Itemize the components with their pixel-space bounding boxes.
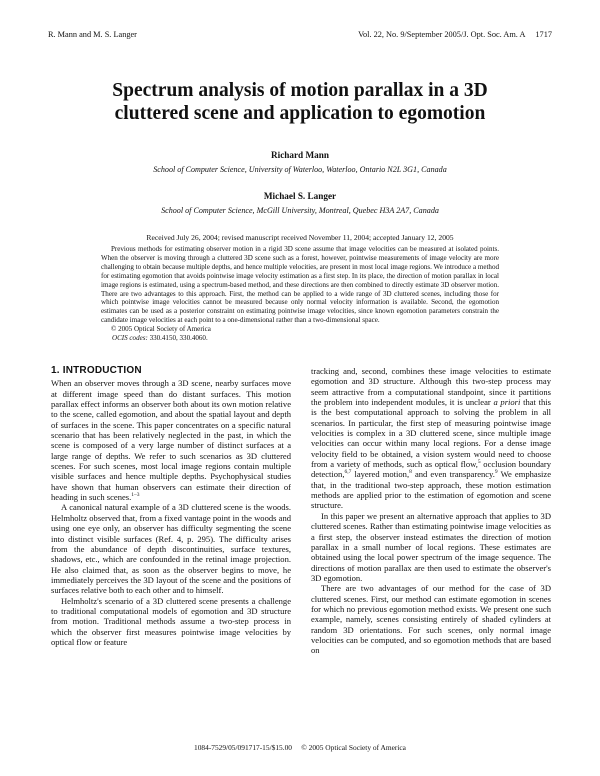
section-heading: 1. INTRODUCTION: [51, 365, 142, 376]
citation-9: 9: [494, 469, 498, 476]
right-column: [311, 366, 551, 656]
intro-p1-text: When an observer moves through a 3D scene, nearby surfaces move at different image speed than do distant surfaces. This motion parallax effect informs an observer both about its own motion relative to the scene, called egomotion, and about the spatial layout and depth of surfaces in the scene. This paper concentrates on a specific natural scenario that has been relatively neglected in the past, in which the scene is composed of a very large number of distinct surfaces at a large range of depths. We refer to such scenarios as 3D cluttered scenes. For such scenes, most local image regions contain multiple visible surfaces and hence multiple depths. Psychophysical studies have shown that human observers can estimate their direction of heading in such scenes.: [51, 378, 291, 503]
intro-paragraph-4: [311, 366, 551, 511]
intro-paragraph-1: [51, 378, 291, 502]
intro-p4-text-a: tracking and, second, combines these image velocities to estimate egomotion and 3D structure. Although this two-step process may seem attractive from a computational standpoint, since it partitions the problem into independent modules, it is unclear: [311, 366, 551, 408]
left-column: [51, 366, 291, 647]
intro-paragraph-3: Helmholtz's scenario of a 3D cluttered scene presents a challenge to traditional computational models of egomotion and 3D structure from motion. Traditional methods assume a two-step process in which the observer first measures pointwise image velocities by optical flow or feature: [51, 595, 291, 647]
paper-title: [60, 79, 540, 125]
received-dates: Received July 26, 2004; revised manuscript received November 11, 2004; accepted January 12, 2005: [146, 233, 454, 242]
intro-p4-text-e: and even transparency.: [411, 469, 495, 480]
citation-6-7: 6,7: [344, 469, 352, 476]
abstract-copyright: © 2005 Optical Society of America: [111, 325, 211, 334]
intro-p4-text-d: layered motion,: [351, 469, 410, 480]
intro-paragraph-2: A canonical natural example of a 3D cluttered scene is the woods. Helmholtz observed that, from a fixed vantage point in the woods and using one eye only, an observer has difficulty segmenting the scene into distinct visible surfaces (Ref. 4, p. 295). The difficulty arises from the abundance of depth discontinuities, surface textures, shadows, etc., which are confounded in the retinal image projection. He also claimed that, as soon as the observer begins to move, he immediately perceives the 3D layout of the scene and the positions of surfaces relative both to each other and to himself.: [51, 502, 291, 596]
author-2-name: Michael S. Langer: [263, 191, 337, 201]
intro-paragraph-5: In this paper we present an alternative approach that applies to 3D cluttered scenes. Rather than estimating pointwise image velocities as a first step, the observer instead estimates the direction of motion parallax in a small number of local regions. These estimates are obtained using the local power spectrum of the image sequence. The directions of motion parallax are then used to estimate the observer's 3D egomotion.: [311, 510, 551, 583]
page-footer: 1084-7529/05/091717-15/$15.00 © 2005 Optical Society of America: [194, 743, 406, 752]
ocis-values: 330.4150, 330.4060.: [149, 334, 208, 342]
intro-p4-text-b: that this is the best computational approach to solving the problem in all scenarios. In particular, the first step of measuring pointwise image velocities is complex in a 3D cluttered scene, since multiple image velocities can occur within many local regions. For a dense image velocity field to be obtained, a vision system would need to choose from a variety of methods, such as optical flow,: [311, 397, 551, 470]
citation-5: 5: [477, 459, 481, 466]
intro-p4-italic: a priori: [493, 397, 521, 408]
ocis-label: OCIS codes:: [112, 334, 148, 342]
author-1-name: Richard Mann: [271, 150, 329, 160]
title-line-1: Spectrum analysis of motion parallax in a 3D: [112, 80, 488, 101]
intro-p4-text-f: We emphasize that, in the traditional two-step approach, these motion estimation methods are applied prior to the estimation of egomotion and scene structure.: [311, 469, 551, 511]
title-line-2: cluttered scene and application to egomotion: [114, 103, 486, 124]
abstract: [101, 245, 499, 334]
abstract-text: Previous methods for estimating observer motion in a rigid 3D scene assume that image velocities can be measured at isolated points. When the observer is moving through a cluttered 3D scene such as a forest, however, pointwise measurements of image velocity are more challenging to obtain because multiple depths, and hence multiple velocities, are present in most local image regions. We introduce a method for estimating egomotion that avoids pointwise image velocity estimation as a first step. In its place, the direction of motion parallax in local image regions is estimated, using a spectrum-based method, and these directions are then combined to directly estimate 3D observer motion. There are two advantages to this approach. First, the method can be applied to a wide range of 3D cluttered scenes, including those for which pointwise image velocities cannot be measured because only normal velocity information is available. Second, the egomotion estimates can be used as a posterior constraint on estimating pointwise image velocities, since known egomotion parameters constrain the candidate image velocities at each point to a one-dimensional rather than a two-dimensional space.: [101, 245, 499, 325]
running-header: [48, 30, 552, 44]
ocis-codes: [112, 334, 208, 342]
intro-p4-text-c: occlusion boundary detection,: [311, 459, 552, 480]
author-2-affiliation: School of Computer Science, McGill University, Montreal, Quebec H3A 2A7, Canada: [161, 206, 439, 215]
header-authors: R. Mann and M. S. Langer: [48, 30, 137, 39]
citation-1-3: 1–3: [131, 492, 140, 499]
citation-8: 8: [409, 469, 412, 476]
intro-paragraph-6: There are two advantages of our method for the case of 3D cluttered scenes. First, our method can estimate egomotion in scenes for which no previous egomotion method exists. We present one such example, namely, scenes consisting entirely of shaded cylinders at random 3D orientations. For such scenes, only normal image velocities can be computed, and so egomotion methods that are based on: [311, 583, 551, 656]
author-1-affiliation: School of Computer Science, University of Waterloo, Waterloo, Ontario N2L 3G1, Canada: [153, 165, 447, 174]
header-journal: Vol. 22, No. 9/September 2005/J. Opt. Soc. Am. A 1717: [358, 30, 552, 39]
